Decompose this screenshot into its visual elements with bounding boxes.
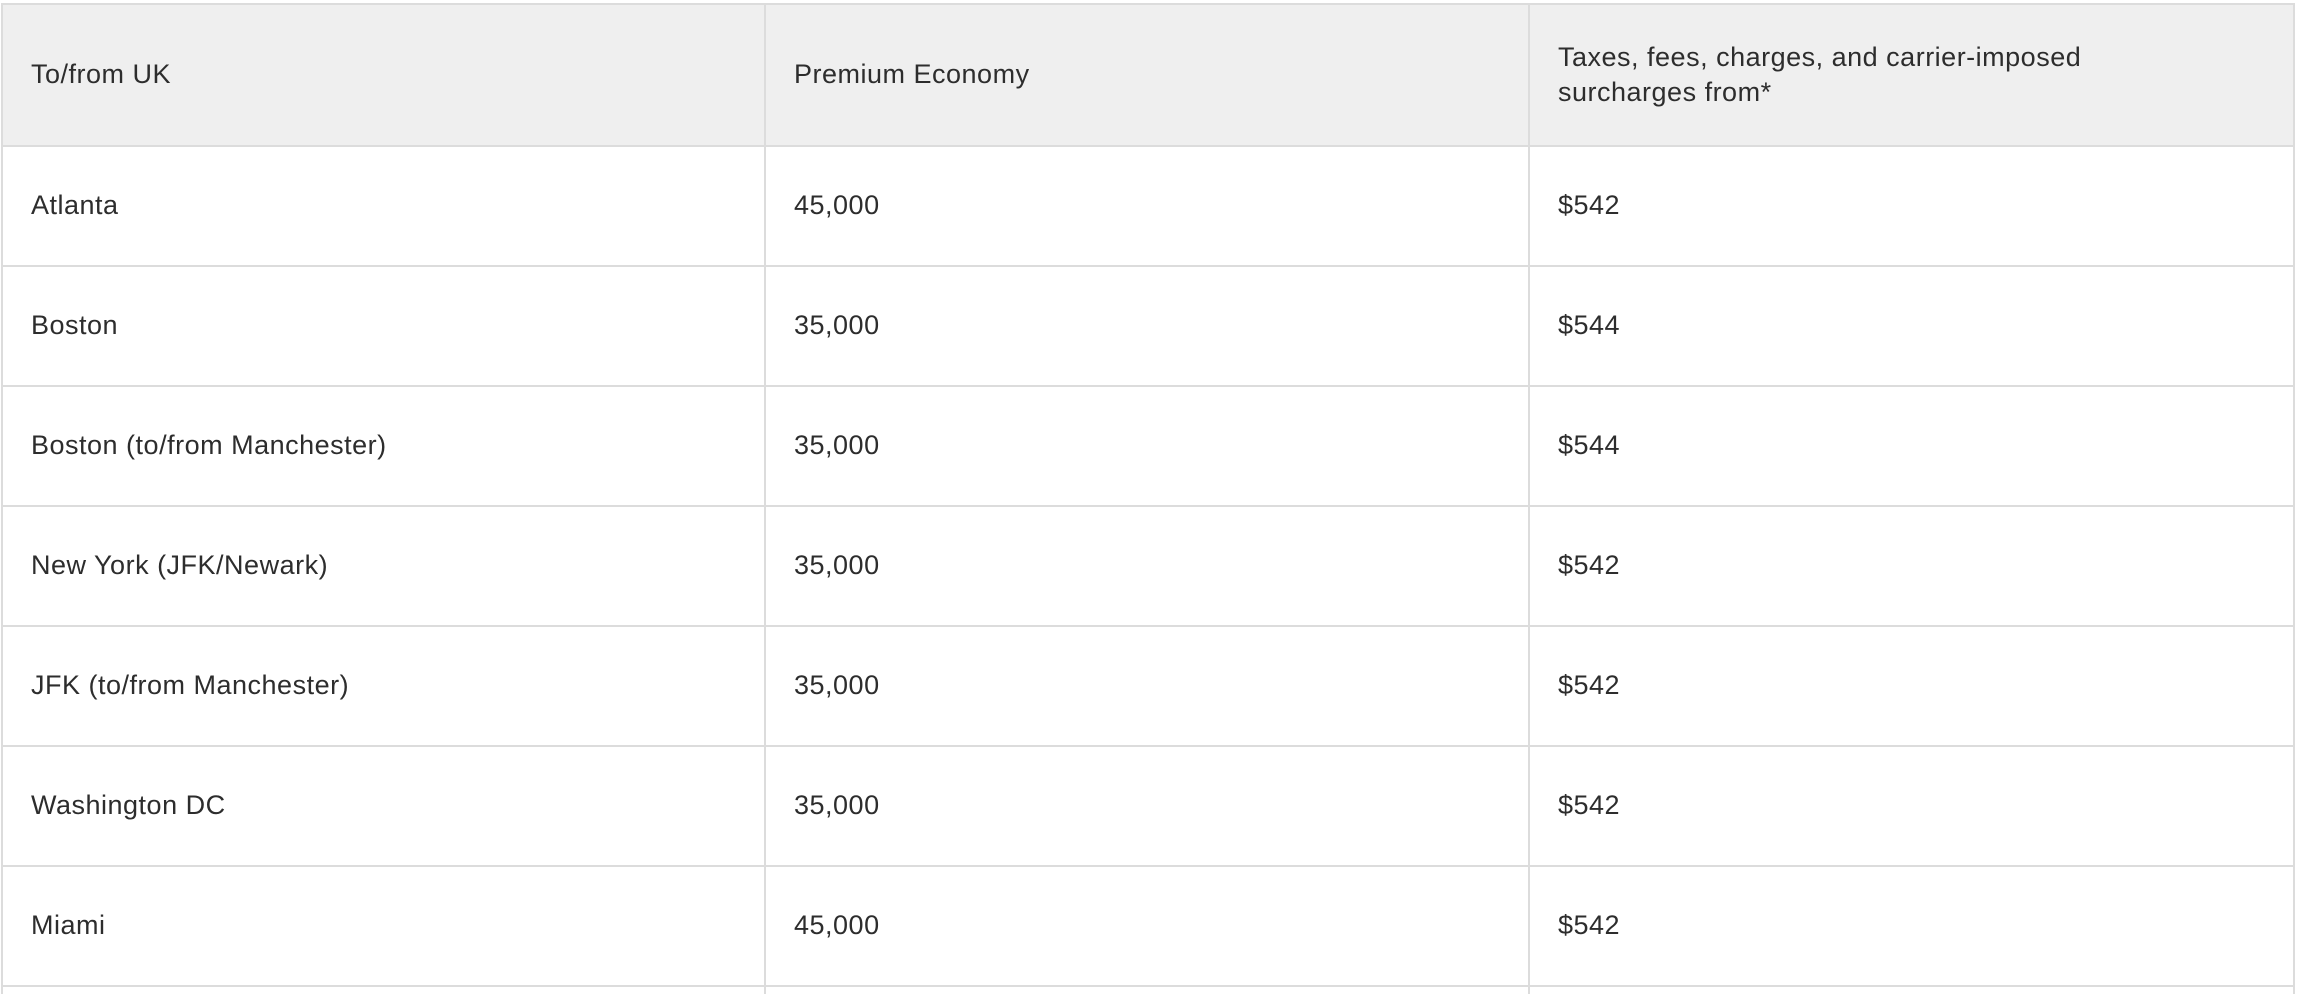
taxes-cell: $542: [1529, 506, 2294, 626]
miles-cell: 35,000: [765, 506, 1529, 626]
route-cell: Atlanta: [2, 146, 765, 266]
table-row: [2, 146, 2294, 266]
table-row: [2, 626, 2294, 746]
empty-cell: [1529, 986, 2294, 994]
route-cell: New York (JFK/Newark): [2, 506, 765, 626]
award-chart-table: [1, 3, 2295, 994]
miles-cell: 35,000: [765, 266, 1529, 386]
taxes-cell: $542: [1529, 866, 2294, 986]
route-cell: Miami: [2, 866, 765, 986]
taxes-cell: $542: [1529, 146, 2294, 266]
col-header-taxes-label: Taxes, fees, charges, and carrier-imposed surcharges from*: [1558, 41, 2082, 107]
route-cell: Boston (to/from Manchester): [2, 386, 765, 506]
award-table-body: [2, 146, 2294, 994]
miles-cell: 45,000: [765, 866, 1529, 986]
taxes-cell: $542: [1529, 746, 2294, 866]
route-cell: JFK (to/from Manchester): [2, 626, 765, 746]
empty-cell: [765, 986, 1529, 994]
table-row: [2, 746, 2294, 866]
taxes-cell: $544: [1529, 266, 2294, 386]
route-cell: Washington DC: [2, 746, 765, 866]
route-cell: Boston: [2, 266, 765, 386]
award-chart-container: [1, 3, 2295, 994]
table-row: [2, 506, 2294, 626]
header-row: [2, 4, 2294, 146]
taxes-cell: $544: [1529, 386, 2294, 506]
table-row: [2, 866, 2294, 986]
table-row: [2, 266, 2294, 386]
empty-cell: [2, 986, 765, 994]
award-table-header: [2, 4, 2294, 146]
table-row: [2, 386, 2294, 506]
miles-cell: 35,000: [765, 746, 1529, 866]
miles-cell: 45,000: [765, 146, 1529, 266]
taxes-cell: $542: [1529, 626, 2294, 746]
col-header-taxes: [1529, 4, 2294, 146]
col-header-premium-economy: Premium Economy: [765, 4, 1529, 146]
col-header-route: To/from UK: [2, 4, 765, 146]
clipped-row: [2, 986, 2294, 994]
miles-cell: 35,000: [765, 386, 1529, 506]
miles-cell: 35,000: [765, 626, 1529, 746]
